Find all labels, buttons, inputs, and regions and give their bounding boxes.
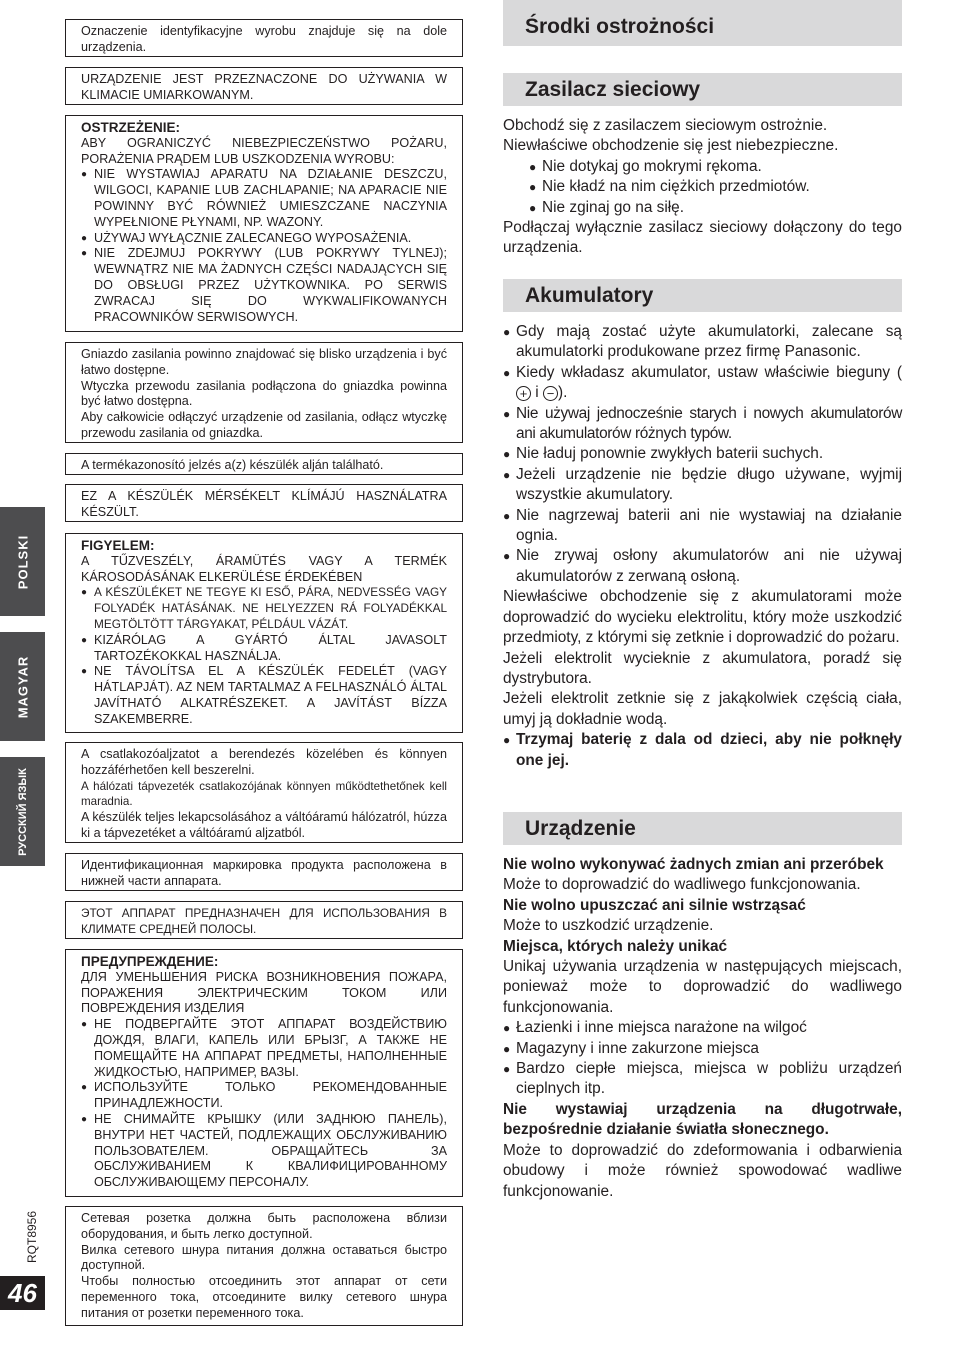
minus-pole-icon: − [543,386,558,401]
language-tab-magyar [0,632,45,741]
page-title: Środki ostrożności [525,15,715,38]
product-id-notice-pl [65,19,463,57]
list-item: ● Nie zrywaj osłony akumulatorów ani nie używaj akumulatorów z zerwaną osłoną. [503,546,902,587]
main-title-band [503,0,902,46]
paragraph: Obchodź się z zasilaczem sieciowym ostrożnie. [503,117,828,134]
subheading: Miejsca, których należy unikać [503,937,728,955]
warning-item: ● НЕ ПОДВЕРГАЙТЕ ЭТОТ АППАРАТ ВОЗДЕЙСТВИЮ ДОЖДЯ, ВЛАГИ, КАПЕЛЬ ИЛИ БРЫЗГ, А ТАКЖЕ НЕ ПОМЕЩАЙТЕ НА АППАРАТ ПРЕДМЕТЫ, НАПОЛНЕННЫЕ ЖИДКОСТЬЮ, НАПРИМЕР, ВАЗЫ. [81,1017,447,1080]
list-item: ● Trzymaj baterię z dala od dzieci, aby nie połknęły one jej. [503,730,902,771]
subheading: Nie wolno wykonywać żadnych zmian ani przeróbek [503,856,884,873]
paragraph: Niewłaściwe obchodzenie się z akumulatorami może doprowadzić do wycieku elektrolitu, który może uszkodzić przedmioty, z którymi się zetknie i doprowadzić do pożaru. [503,588,902,647]
notice-text: A hálózati tápvezeték csatlakozójának könnyen működtethetőnek kell maradnia. [81,779,447,809]
warning-box-ru [65,949,463,1197]
warning-heading: OSTRZEŻENIE: [81,120,181,135]
section-title: Urządzenie [525,816,636,840]
outlet-notice-pl [65,342,463,443]
section-zasilacz [503,116,902,259]
section-band-akumulatory [503,279,902,312]
climate-notice-ru [65,901,463,939]
list-item: ● Nie nagrzewaj baterii ani nie wystawiaj na działanie ognia. [503,506,902,547]
list-item: ● Nie kładź na nim ciężkich przedmiotów. [529,177,902,197]
notice-text: Сетевая розетка должна быть расположена вблизи оборудования, и быть легко доступной. [81,1211,447,1241]
list-item: ● Bardzo ciepłe miejsca, miejsca w pobliżu urządzeń cieplnych itp. [503,1059,902,1100]
notice-text: Oznaczenie identyfikacyjne wyrobu znajduje się na dole urządzenia. [81,24,447,54]
notice-text: ЭТОТ АППАРАТ ПРЕДНАЗНАЧЕН ДЛЯ ИСПОЛЬЗОВАНИЯ В КЛИМАТЕ СРЕДНЕЙ ПОЛОСЫ. [81,906,447,936]
section-urzadzenie [503,855,902,1202]
notice-text: A készülék teljes lekapcsolásához a váltóáramú hálózatról, húzza ki a tápvezetéket a váltóáramú aljzatból. [81,810,447,840]
product-id-notice-hu [65,453,463,475]
language-tab-label: POLSKI [15,534,30,589]
list-item: ● Nie ładuj ponownie zwykłych baterii suchych. [503,444,902,464]
paragraph: Może to uszkodzić urządzenie. [503,917,714,935]
paragraph: Może to doprowadzić do wadliwego funkcjonowania. [503,876,861,894]
list-item: ● Nie używaj jednocześnie starych i nowych akumulatorów ani akumulatorów różnych typów. [503,404,902,445]
notice-text: Gniazdo zasilania powinno znajdować się blisko urządzenia i być łatwo dostępne. [81,347,447,377]
list-item: ● Gdy mają zostać użyte akumulatorki, zalecane są akumulatorki produkowane przez firmę Panasonic. [503,322,902,363]
warning-heading: FIGYELEM: [81,538,155,553]
outlet-notice-hu [65,742,463,843]
notice-text: EZ A KÉSZÜLÉK MÉRSÉKELT KLÍMÁJÚ HASZNÁLATRA KÉSZÜLT. [81,489,447,519]
plus-pole-icon: + [516,386,531,401]
warning-item: ● НЕ СНИМАЙТЕ КРЫШКУ (ИЛИ ЗАДНЮЮ ПАНЕЛЬ), ВНУТРИ НЕТ ЧАСТЕЙ, ПОДЛЕЖАЩИХ ОБСЛУЖИВАНИЮ ПОЛЬЗОВАТЕЛЕМ. ОБРАЩАЙТЕСЬ ЗА ОБСЛУЖИВАНИЕМ К КВАЛИФИЦИРОВАННОМУ ОБСЛУЖИВАЮЩЕМУ ПЕРСОНАЛУ. [81,1112,447,1191]
warning-item: ● A KÉSZÜLÉKET NE TEGYE KI ESŐ, PÁRA, NEDVESSÉG VAGY FOLYADÉK HATÁSÁNAK. NE HELYEZZEN RÁ FOLYADÉKKAL MEGTÖLTÖTT TÁRGYAKAT, PÉLDÁUL VÁZÁT. [81,585,447,632]
paragraph: Może to doprowadzić do zdeformowania i odbarwienia obudowy i może również spowodować wadliwe funkcjonowanie. [503,1141,902,1200]
list-item: ● Magazyny i inne zakurzone miejsca [503,1039,902,1059]
warning-item: ● KIZÁRÓLAG A GYÁRTÓ ÁLTAL JAVASOLT TARTOZÉKOKKAL HASZNÁLJA. [81,633,447,665]
notice-text: URZĄDZENIE JEST PRZEZNACZONE DO UŻYWANIA W KLIMACIE UMIARKOWANYM. [81,72,447,102]
notice-text: Идентификационная маркировка продукта расположена в нижней части аппарата. [81,858,447,888]
section-band-urzadzenie [503,812,902,845]
text-run: Kiedy wkładasz akumulator, ustaw właściwie bieguny ( [516,363,902,381]
warning-item: ● ИСПОЛЬЗУЙТЕ ТОЛЬКО РЕКОМЕНДОВАННЫЕ ПРИНАДЛЕЖНОСТИ. [81,1080,447,1112]
language-tab-label: MAGYAR [15,655,30,718]
warning-item: ● NIE ZDEJMUJ POKRYWY (LUB POKRYWY TYLNEJ); WEWNĄTRZ NIE MA ŻADNYCH CZĘŚCI NADAJĄCYCH SIĘ DO OBSŁUGI PRZEZ UŻYTKOWNIKA. PO SERWIS ZWRACAJ SIĘ DO WYKWALIFIKOWANYCH PRACOWNIKÓW SERWISOWYCH. [81,246,447,325]
paragraph: Podłączaj wyłącznie zasilacz sieciowy dołączony do tego urządzenia. [503,219,902,257]
warning-box-hu [65,533,463,733]
list-item: ● Nie zginaj go na siłę. [529,198,902,218]
climate-notice-hu [65,484,463,522]
paragraph: Niewłaściwe obchodzenie się jest niebezpieczne. [503,137,839,155]
language-tab-polski [0,507,45,616]
notice-text: Чтобы полностью отсоединить этот аппарат от сети переменного тока, отсоедините вилку сетевого шнура питания от розетки переменного тока. [81,1274,447,1320]
notice-text: A csatlakozóaljzatot a berendezés közelében és könnyen hozzáférhetően kell beszerelni. [81,747,447,777]
subheading: Nie wystawiaj urządzenia na długotrwałe, bezpośrednie działanie światła słonecznego. [503,1100,902,1139]
climate-notice-pl [65,67,463,105]
list-item: ● Jeżeli urządzenie nie będzie długo używane, wyjmij wszystkie akumulatory. [503,465,902,506]
list-item: ● Łazienki i inne miejsca narażone na wilgoć [503,1018,902,1038]
product-id-notice-ru [65,853,463,891]
warning-intro: A TŰZVESZÉLY, ÁRAMÜTÉS VAGY A TERMÉK KÁROSODÁSÁNAK ELKERÜLÉSE ÉRDEKÉBEN [81,553,447,584]
warning-intro: ABY OGRANICZYĆ NIEBEZPIECZEŃSTWO POŻARU, PORAŻENIA PRĄDEM LUB USZKODZENIA WYROBU: [81,135,447,166]
outlet-notice-ru [65,1206,463,1326]
page-number: 46 [0,1276,45,1310]
language-tab-russian [0,757,45,866]
notice-text: Wtyczka przewodu zasilania podłączona do gniazdka powinna być łatwo dostępna. [81,378,447,409]
subheading: Nie wolno upuszczać ani silnie wstrząsać [503,896,806,914]
section-band-zasilacz [503,73,902,106]
paragraph: Jeżeli elektrolit zetknie się z jakąkolwiek częścią ciała, umyj ją dokładnie wodą. [503,690,902,728]
text-run: ). [557,384,568,402]
text-run: i [531,384,543,402]
paragraph: Unikaj używania urządzenia w następujących miejscach, ponieważ może to doprowadzić do wadliwego funkcjonowania. [503,958,902,1016]
warning-item: ● UŻYWAJ WYŁĄCZNIE ZALECANEGO WYPOSAŻENIA. [81,231,447,247]
notice-text: A termékazonosító jelzés a(z) készülék alján található. [81,458,384,472]
document-code-text: RQT8956 [25,1210,39,1264]
list-item [503,363,902,404]
warning-heading: ПРЕДУПРЕЖДЕНИЕ: [81,954,219,969]
notice-text: Вилка сетевого шнура питания должна оставаться быстро доступной. [81,1242,447,1273]
warning-box-pl [65,115,463,332]
warning-intro: ДЛЯ УМЕНЬШЕНИЯ РИСКА ВОЗНИКНОВЕНИЯ ПОЖАРА, ПОРАЖЕНИЯ ЭЛЕКТРИЧЕСКИМ ТОКОМ ИЛИ ПОВРЕЖДЕНИЯ ИЗДЕЛИЯ [81,969,447,1016]
section-title: Zasilacz sieciowy [525,77,701,101]
section-akumulatory [503,322,902,771]
section-title: Akumulatory [525,283,654,307]
notice-text: Aby całkowicie odłączyć urządzenie od zasilania, odłącz wtyczkę przewodu zasilania od gniazdka. [81,410,447,440]
document-code [22,1207,42,1267]
language-tab-label: РУССКИЙ ЯЗЫК [16,767,29,856]
list-item: ● Nie dotykaj go mokrymi rękoma. [529,157,902,177]
paragraph: Jeżeli elektrolit wycieknie z akumulatora, poradź się dystrybutora. [503,649,902,687]
warning-item: ● NE TÁVOLÍTSA EL A KÉSZÜLÉK FEDELÉT (VAGY HÁTLAPJÁT). AZ NEM TARTALMAZ A FELHASZNÁLÓ ÁLTAL JAVÍTHATÓ ALKATRÉSZEKET. A JAVÍTÁST BÍZZA SZAKEMBERRE. [81,664,447,727]
warning-item: ● NIE WYSTAWIAJ APARATU NA DZIAŁANIE DESZCZU, WILGOCI, KAPANIE LUB ZACHLAPANIE; NA APARACIE NIE POWINNY BYĆ RÓWNIEŻ UMIESZCZANE NACZYNIA WYPEŁNIONE PŁYNAMI, NP. WAZONY. [81,167,447,230]
